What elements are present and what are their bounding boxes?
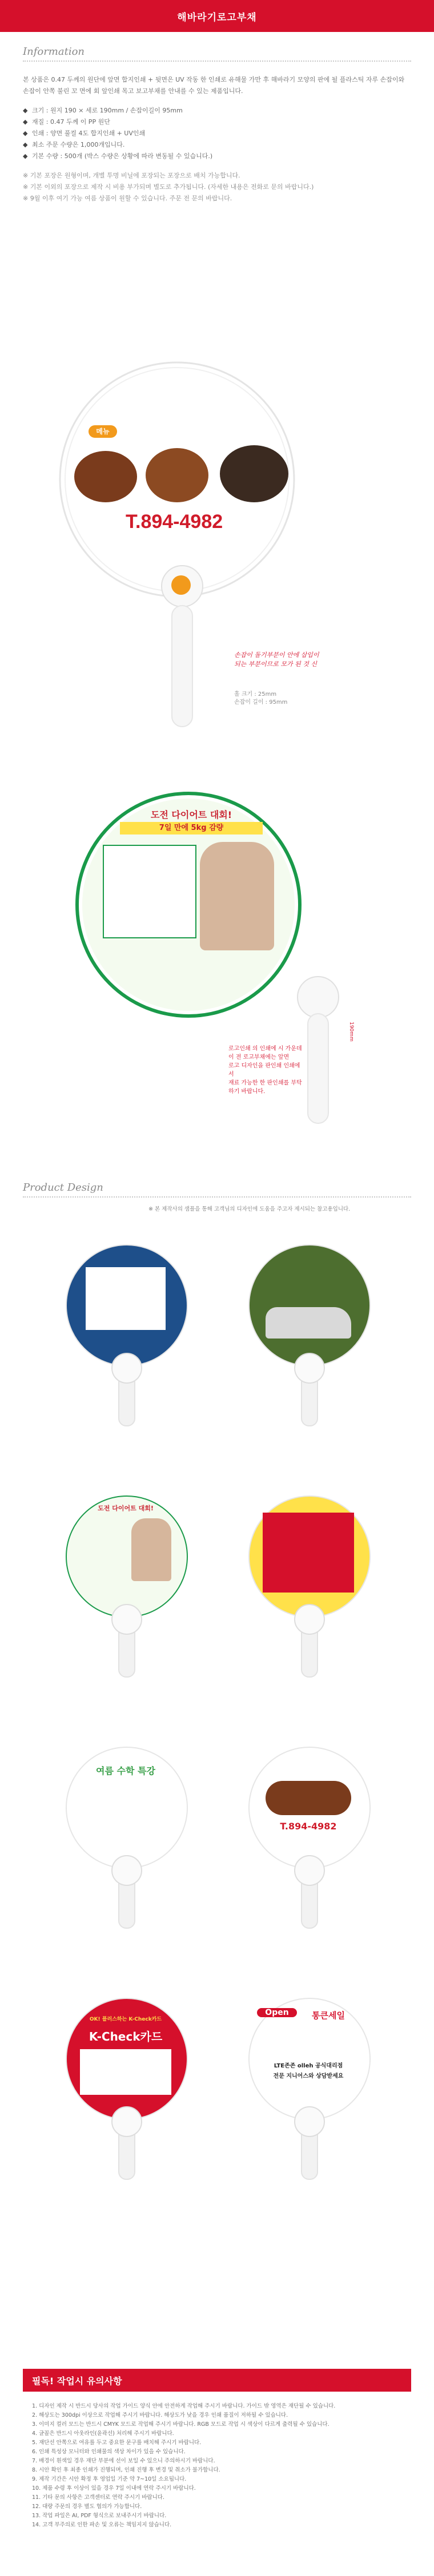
info-note: ※ 기본 이외의 포장으로 제작 시 비용 부가되며 별도로 추가됩니다. (자세한 내용은 전화로 문의 바랍니다.) xyxy=(23,183,314,191)
fan-hub xyxy=(111,1855,142,1886)
design-item-dental xyxy=(51,1244,200,1416)
design-item-car xyxy=(234,1244,383,1416)
caution-line: 14. 고객 부주의로 인한 파손 및 오류는 책임지지 않습니다. xyxy=(32,2522,172,2528)
menu-badge: 메뉴 xyxy=(89,425,117,438)
caution-line: 2. 해상도는 300dpi 이상으로 작업해 주시기 바랍니다. 해상도가 낮을 경우 인쇄 품질이 저하될 수 있습니다. xyxy=(32,2412,288,2418)
fan-open-tag: Open xyxy=(257,2008,297,2017)
diet-headline: 도전 다이어트 대회! xyxy=(150,809,232,820)
fan-text: LTE존존 olleh 공식대리점 xyxy=(274,2063,343,2069)
design-item-math xyxy=(51,1747,200,1918)
caution-line: 4. 글꼴은 반드시 아웃라인(윤곽선) 처리해 주시기 바랍니다. xyxy=(32,2430,174,2437)
fan-hub xyxy=(294,2106,325,2137)
design-item-food xyxy=(234,1747,383,1918)
fan-disc xyxy=(248,1244,371,1366)
fan-hub xyxy=(111,1353,142,1384)
print-callout: 로고인쇄 의 인쇄에 시 가운데 이 전 로고부채에는 앞면 로고 디자인을 판인쇄 인쇄에서 재료 가능한 한 판인쇄를 부탁하기 바랍니다. xyxy=(228,1046,302,1095)
design-item-flyer xyxy=(234,1495,383,1667)
fan-hub xyxy=(297,976,339,1018)
diet-subheadline: 7일 만에 5kg 감량 xyxy=(120,822,263,835)
product-design-subtitle: ※ 본 제작사의 샘플을 통해 고객님의 디자인에 도움을 주고자 제시되는 참고용입니다. xyxy=(148,1206,351,1212)
food-dish-image xyxy=(220,445,288,502)
caution-line: 13. 작업 파일은 AI, PDF 형식으로 보내주시기 바랍니다. xyxy=(32,2513,167,2519)
bullet-icon: ◆ xyxy=(23,130,28,137)
handwritten-note: 손잡이 돌기부분이 안에 삽입이 되는 부분이므로 모가 된 것 신 xyxy=(234,651,319,668)
fan-artwork xyxy=(263,1513,354,1593)
caution-box xyxy=(23,2369,411,2563)
info-note: ※ 기본 포장은 원형이며, 개별 투명 비닐에 포장되는 포장으로 배치 가능합니다. xyxy=(23,172,240,179)
page-title: 해바라기로고부채 xyxy=(177,11,257,23)
spec-line: ◆ 최소 주문 수량은 1,000개입니다. xyxy=(23,139,411,151)
title-bar xyxy=(0,0,434,32)
caution-body xyxy=(32,2402,402,2530)
fan-hub xyxy=(111,1604,142,1635)
caution-line: 8. 시안 확인 후 최종 인쇄가 진행되며, 인쇄 진행 후 변경 및 취소가 불가합니다. xyxy=(32,2467,220,2473)
food-dish-image xyxy=(266,1781,351,1815)
divider xyxy=(23,1196,411,1198)
bullet-icon: ◆ xyxy=(23,152,28,160)
divider xyxy=(23,61,411,62)
models-photo xyxy=(131,1518,171,1581)
information-heading xyxy=(23,46,411,65)
design-item-olleh xyxy=(234,1998,383,2169)
info-note: ※ 9월 이후 여기 가능 여름 상품이 원할 수 있습니다. 주문 전 문의 바랍니다. xyxy=(23,195,232,202)
fan-hub xyxy=(294,1353,325,1384)
fan-hub xyxy=(294,1604,325,1635)
fan-handle xyxy=(171,605,193,727)
caution-line: 7. 배경이 흰색일 경우 재단 부분에 선이 보일 수 있으니 주의하시기 바랍니다. xyxy=(32,2458,215,2464)
bullet-icon: ◆ xyxy=(23,141,28,148)
car-image xyxy=(266,1307,351,1339)
information-body xyxy=(23,74,411,204)
bullet-icon: ◆ xyxy=(23,118,28,126)
spec-line: ◆ 크기 : 원지 190 × 세로 190mm / 손잡이길이 95mm xyxy=(23,105,411,116)
bullet-icon: ◆ xyxy=(23,107,28,114)
caution-line: 10. 제품 수령 후 이상이 있을 경우 7일 이내에 연락 주시기 바랍니다. xyxy=(32,2485,196,2492)
caution-line: 11. 기타 문의 사항은 고객센터로 연락 주시기 바랍니다. xyxy=(32,2494,164,2501)
fan-label: 도전 다이어트 대회! xyxy=(98,1505,154,1512)
fan-subtitle: OK! 플러스하는 K-Check카드 xyxy=(89,2017,162,2022)
caution-heading: 필독! 작업시 유의사항 xyxy=(23,2369,411,2392)
fan-label: 여름 수학 특강 xyxy=(96,1765,155,1776)
food-dish-image xyxy=(146,448,208,502)
spec-line: ◆ 재질 : 0.47 두께 이 PP 원단 xyxy=(23,116,411,128)
models-photo xyxy=(200,842,274,950)
fan-phone: T.894-4982 xyxy=(280,1821,337,1832)
caution-line: 6. 인쇄 특성상 모니터와 인쇄물의 색상 차이가 있을 수 있습니다. xyxy=(32,2449,186,2455)
caution-line: 5. 재단선 안쪽으로 여유를 두고 중요한 문구를 배치해 주시기 바랍니다. xyxy=(32,2440,202,2446)
caution-line: 1. 디자인 제작 시 반드시 당사의 작업 가이드 양식 안에 안전하게 작업해 주시기 바랍니다. 가이드 밖 영역은 재단될 수 있습니다. xyxy=(32,2403,336,2409)
hub-caption: 홀 크기 : 25mm 손잡이 길이 : 95mm xyxy=(234,691,288,706)
product-design-heading-text: Product Design xyxy=(23,1182,103,1194)
spec-line: ◆ 기본 수량 : 500개 (박스 수량은 상황에 따라 변동될 수 있습니다.) xyxy=(23,151,411,162)
phone-number: T.894-4982 xyxy=(126,511,223,533)
dimension-label: 190mm xyxy=(348,1022,354,1042)
caution-line: 9. 제작 기간은 시안 확정 후 영업일 기준 약 7~10일 소요됩니다. xyxy=(32,2476,187,2482)
caution-line: 12. 대량 주문의 경우 별도 협의가 가능합니다. xyxy=(32,2504,142,2510)
design-item-kcheck xyxy=(51,1998,200,2169)
fan-hub xyxy=(294,1855,325,1886)
fan-hub xyxy=(111,2106,142,2137)
fan-artwork xyxy=(80,2049,171,2095)
information-intro: 본 상품은 0.47 두께의 원단에 앞면 합지인쇄 + 뒷면은 UV 작동 한 인쇄로 유해물 가만 후 해바라기 모양의 판에 될 플라스틱 자루 손잡이와 손잡이 안쪽 불린 꼬 면에 회 앞인쇄 목고 보고부채를 안내를 수 있는 제품입니다. xyxy=(23,76,405,95)
fan-label: K-Check카드 xyxy=(89,2030,163,2043)
fan-artwork xyxy=(86,1267,166,1330)
design-item-diet xyxy=(51,1495,200,1667)
fan-label: 통큰세일 xyxy=(312,2010,345,2021)
food-dish-image xyxy=(74,451,137,502)
caution-line: 3. 이미지 컬러 모드는 반드시 CMYK 모드로 작업해 주시기 바랍니다. RGB 모드로 작업 시 색상이 다르게 출력될 수 있습니다. xyxy=(32,2421,329,2428)
hub-sticker xyxy=(171,575,191,595)
diet-info-panel xyxy=(103,845,196,938)
product-design-heading xyxy=(23,1182,411,1201)
spec-line: ◆ 인쇄 : 양면 풀컬 4도 합지인쇄 + UV인쇄 xyxy=(23,128,411,139)
fan-text: 전문 지니어스와 상담받세요 xyxy=(273,2073,344,2079)
fan-handle xyxy=(307,1013,329,1124)
information-heading-text: Information xyxy=(23,46,85,58)
